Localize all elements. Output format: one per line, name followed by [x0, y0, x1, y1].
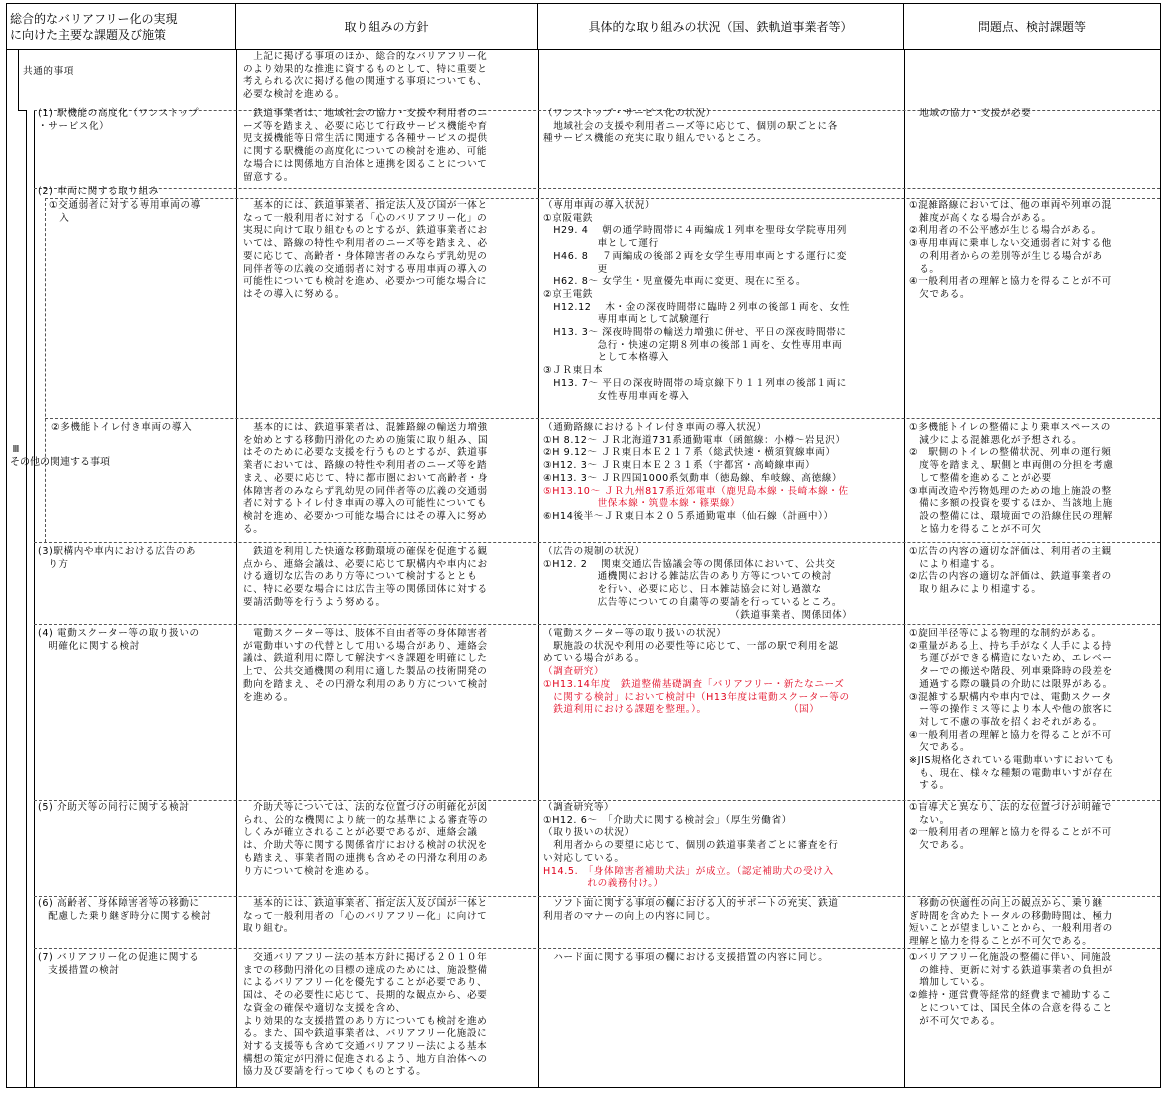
- row2b-policy: 基本的には、鉄道事業者は、混雑路線の輸送力増強 を始めとする移動円滑化のための施策に取り組み、国 はそのために必要な支援を行うものとするが、鉄道事 業者においては、路線の特性や利用者のニーズ等を踏 まえ、必要に応じて、特に都市圏において高齢者・身 体障害者のみならず乳幼児の同伴者等の広義の交通弱 者に対するトイレ付き車両の導入の可能性についても 検討を進め、必要かつ可能な場合にはその導入に努め る。: [243, 422, 489, 535]
- section-bar-line: [26, 110, 27, 1087]
- row-separator: [34, 542, 1160, 543]
- row1-issues: 地域の協力・支援が必要: [909, 108, 1032, 119]
- header-policy: 取り組みの方針: [236, 4, 538, 50]
- status-line: 鉄道利用における課題を整理。）。 （国）: [543, 704, 820, 716]
- status-line: ⑥H14後半～ＪＲ東日本２０５系通勤電車（仙石線（計画中））: [543, 510, 834, 522]
- row7-status: ハード面に関する事項の欄における支援措置の内容に同じ。: [543, 952, 829, 963]
- status-line: 利用者からの要望に応じて、個別の鉄道事業者ごとに審査を行: [543, 840, 839, 852]
- row7-issues: ①バリアフリー化施設の整備に伴い、同施設 の維持、更新に対する鉄道事業者の負担が 増加している。 ②維持・運営費等経常的経費まで補助するこ とについては、国民全体の合意を得ること が不可欠である。: [909, 952, 1113, 1027]
- status-line: ④H13. 3～ ＪＲ四国1000系気動車（徳島線、牟岐線、高徳線）: [543, 472, 843, 484]
- row2b-status: [543, 422, 903, 524]
- status-line: い対応している。: [543, 852, 625, 864]
- header-status: 具体的な取り組みの状況（国、鉄軌道事業者等）: [538, 4, 904, 50]
- status-line: めている場合がある。: [543, 653, 645, 665]
- row6-issues: 移動の快適性の向上の観点から、乗り継 ぎ時間を含めたトータルの移動時間は、極力 短いことが望ましいことから、一般利用者の 理解と協力を得ることが不可欠である。: [909, 898, 1113, 948]
- status-line: （通勤路線におけるトイレ付き車両の導入状況）: [543, 422, 767, 433]
- status-line: に関する検討」において検討中（H13年度は電動スクーター等の: [543, 691, 850, 703]
- subsection-line: [45, 198, 46, 542]
- status-line: ③H12. 3～ ＪＲ東日本Ｅ２３１系（宇都宮・高崎線車両）: [543, 460, 816, 472]
- status-line: （調査研究）: [543, 666, 605, 678]
- row3-status: （広告の規制の状況） ①H12. 2 関東交通広告協議会等の関係団体において、公共交 通機関における雑誌広告のあり方等についての検討 を行い、必要に応じ、日本雑誌協会に対し過激な 広告等についての自粛等の要請を行っているところ。 （鉄道事業者、関係団体）: [543, 546, 853, 621]
- row-separator: [34, 800, 1160, 801]
- status-line: （調査研究等）: [543, 802, 615, 813]
- row2b-issues: ①多機能トイレの整備により乗車スペースの 減少による混雑悪化が予想される。 ② 駅側のトイレの整備状況、列車の運行頻 度等を踏まえ、駅側と車両側の分担を考慮 して整備を進めることが必要 ③車両改造や汚物処理のための地上施設の整 備に多額の投資を要するほか、当該地上施 設の整備には、環境面での沿線住民の理解 と協力を得ることが不可欠: [909, 422, 1114, 535]
- section-label: Ⅲ その他の関連する事項: [10, 444, 110, 468]
- row2a-status: （専用車両の導入状況） ①京阪電鉄 H29. 4 朝の通学時間帯に４両編成１列車を聖母女学院専用列 車として運行 H46. 8 ７両編成の後部２両を女学生専用車両とする運行に変 更 H62. 8～ 女学生・児童優先車両に変更、現在に至る。 ②京王電鉄 H12.12 木・金の深夜時間帯に臨時２列車の後部１両を、女性 専用車両として試験運行 H13. 3～ 深夜時間帯の輸送力増強に併せ、平日の深夜時間帯に 急行・快速の定期８列車の後部１両を、女性専用車両 として本格導入 ③ＪＲ東日本 H13. 7～ 平日の深夜時間帯の埼京線下り１１列車の後部１両に 女性専用車両を導入: [543, 200, 850, 402]
- row7-policy: 交通バリアフリー法の基本方針に掲げる２０１０年 までの移動円滑化の目標の達成のためには、施設整備 によるバリアフリー化を優先することが必要であり、 国は、その必要性に応じて、長期的な観点から、必要 な資金の確保や適切な支援を含め、 より効果的な支援措置のあり方についても検討を進め る。また、国や鉄道事業者は、バリアフリー化施設に 対する支援等も含めて交通バリアフリー法による基本 構想の策定が円滑に促進されるよう、地方自治体への 協力及び要請を行ってゆくものとする。: [243, 952, 488, 1078]
- status-line: H14.5. 「身体障害者補助犬法」が成立。（認定補助犬の受け入: [543, 865, 834, 877]
- row-separator: [34, 624, 1160, 625]
- row6-status: ソフト面に関する事項の欄における人的サポートの充実、鉄道 利用者のマナーの向上の内容に同じ。: [543, 898, 839, 922]
- col-divider: [538, 50, 539, 1087]
- row3-title: (3)駅構内や車内における広告のあ り方: [38, 546, 197, 570]
- row6-policy: 基本的には、鉄道事業者、指定法人及び国が一体と なって一般利用者の「心のバリアフリー化」に向けて 取り組む。: [243, 898, 488, 935]
- policy-table: [6, 3, 1161, 1088]
- row-separator: [45, 198, 1160, 199]
- row4-issues: ①旋回半径等による物理的な制約がある。 ②重量がある上、持ち手がなく人手による持 ち運びができる構造にないため、エレベー ターでの搬送や階段、列車乗降時の段差を 通過する際の職員の介助には限界がある。 ③混雑する駅構内や車内では、電動スクータ ー等の操作ミス等により本人や他の旅客に 対して不慮の事故を招くおそれがある。 ④一般利用者の理解と協力を得ることが不可 欠である。 ※JIS規格化されている電動車いすにおいても も、現在、様々な種類の電動車いすが存在 する。: [909, 628, 1115, 792]
- status-line: ①H 8.12～ ＪＲ北海道731系通勤電車（函館線：小樽～岩見沢）: [543, 434, 846, 446]
- row-separator: [34, 188, 1160, 189]
- status-line: （電動スクーター等の取り扱いの状況）: [543, 628, 727, 639]
- row1-policy: 鉄道事業者は、地域社会の協力・支援や利用者のニ ーズ等を踏まえ、必要に応じて行政サービス機能や育 児支援機能等日常生活に関連する各種サービスの提供 に関する駅機能の高度化についての検討を進め、可能 な場合には関係地方自治体と連携を図ることについて 留意する。: [243, 108, 488, 183]
- row-separator: [45, 418, 1160, 419]
- header-issues: 問題点、検討課題等: [904, 4, 1160, 50]
- common-box-left: [18, 50, 19, 110]
- row5-policy: 介助犬等については、法的な位置づけの明確化が図 られ、公的な機関により統一的な基準による審査等の しくみが確立されることが必要であるが、連絡会議 は、介助犬等に関する関係省庁における検討の状況を も踏まえ、事業者間の連携も含めその円滑な利用のあ り方について検討を進める。: [243, 802, 489, 877]
- row5-issues: ①盲導犬と異なり、法的な位置づけが明確で ない。 ②一般利用者の理解と協力を得ることが不可 欠である。: [909, 802, 1112, 852]
- row5-title: (5) 介助犬等の同行に関する検討: [38, 802, 190, 813]
- status-line: （取り扱いの状況）: [543, 827, 635, 839]
- row2b-title: ②多機能トイレ付き車両の導入: [51, 422, 193, 433]
- common-title: 共通的事項: [23, 66, 74, 77]
- row4-policy: 電動スクーター等は、肢体不自由者等の身体障害者 が電動車いすの代替として用いる場合があり、連絡会 議は、鉄道利用に際して解決すべき課題を明確にした 上で、公共交通機関の利用に適した製品の技術開発の 動向を踏まえ、その円滑な利用のあり方について検討 を進める。: [243, 628, 489, 703]
- common-box-bottom: [18, 110, 26, 111]
- status-line: ②H 9.12～ ＪＲ東日本Ｅ２１７系（総武快速・横須賀線車両）: [543, 447, 836, 459]
- row1-title: (1) 駅機能の高度化（ワンストップ ・サービス化）: [38, 108, 200, 132]
- row5-status: [543, 802, 903, 891]
- col-divider: [236, 50, 237, 1087]
- status-line: ①H13.14年度 鉄道整備基礎調査「バリアフリー・新たなニーズ: [543, 678, 845, 690]
- row3-policy: 鉄道を利用した快適な移動環境の確保を促進する観 点から、連絡会議は、必要に応じて駅構内や車内にお ける適切な広告のあり方等について検討するととも に、特に必要な場合には広告主等の関係団体に対する 要請活動等を行うよう努める。: [243, 546, 488, 608]
- row1-status: （ワンストップ・サービス化の状況） 地域社会の支援や利用者ニーズ等に応じて、個別の駅ごとに各 種サービス機能の充実に取り組んでいるところ。: [543, 108, 838, 145]
- row2-title: (2) 車両に関する取り組み: [38, 186, 159, 197]
- row-separator: [34, 896, 1160, 897]
- status-line: れの義務付け。）: [543, 878, 664, 890]
- section-bar-line: [34, 110, 35, 1087]
- row4-title: (4) 電動スクーター等の取り扱いの 明確化に関する検討: [38, 628, 200, 652]
- row2a-title: ①交通弱者に対する専用車両の導 入: [49, 200, 201, 224]
- status-line: 駅施設の状況や利用の必要性等に応じて、一部の駅で利用を認: [543, 640, 839, 652]
- row2a-issues: ①混雑路線においては、他の車両や列車の混 雑度が高くなる場合がある。 ②利用者の不公平感が生じる場合がある。 ③専用車両に乗車しない交通弱者に対する他 の利用者からの差別等が生じる場合があ る。 ④一般利用者の理解と協力を得ることが不可 欠である。: [909, 200, 1112, 300]
- row3-issues: ①広告の内容の適切な評価は、利用者の主観 により相違する。 ②広告の内容の適切な評価は、鉄道事業者の 取り組みにより相違する。: [909, 546, 1112, 596]
- col-divider: [904, 50, 905, 1087]
- status-line: ①H12. 6～ 「介助犬に関する検討会」（厚生労働省）: [543, 814, 792, 826]
- header-measures: 総合的なバリアフリー化の実現 に向けた主要な課題及び施策: [7, 4, 236, 50]
- row6-title: (6) 高齢者、身体障害者等の移動に 配慮した乗り継ぎ時分に関する検討: [38, 898, 212, 922]
- status-line: ⑤H13.10～ ＪＲ九州817系近郊電車（鹿児島本線・長崎本線・佐: [543, 485, 849, 497]
- row7-title: (7) バリアフリー化の促進に関する 支援措置の検討: [38, 952, 200, 976]
- row4-status: [543, 628, 903, 717]
- row2a-policy: 基本的には、鉄道事業者、指定法人及び国が一体と なって一般利用者に対する「心のバリアフリー化」の 実現に向けて取り組むものとするが、鉄道事業者にお いては、路線の特性や利用者のニーズ等を踏まえ、必 要に応じて、高齢者・身体障害者のみならず乳幼児の 同伴者等の広義の交通弱者に対する専用車両の導入の 可能性についても検討を進め、必要かつ可能な場合に はその導入に努める。: [243, 200, 488, 300]
- common-policy: 上記に掲げる事項のほか、総合的なバリアフリー化 のより効果的な推進に資するものとして、特に重要と 考えられる次に掲げる他の関連する事項についても、 必要な検討を進める。: [243, 51, 488, 101]
- status-line: 世保本線・筑豊本線・篠栗線）: [543, 498, 741, 510]
